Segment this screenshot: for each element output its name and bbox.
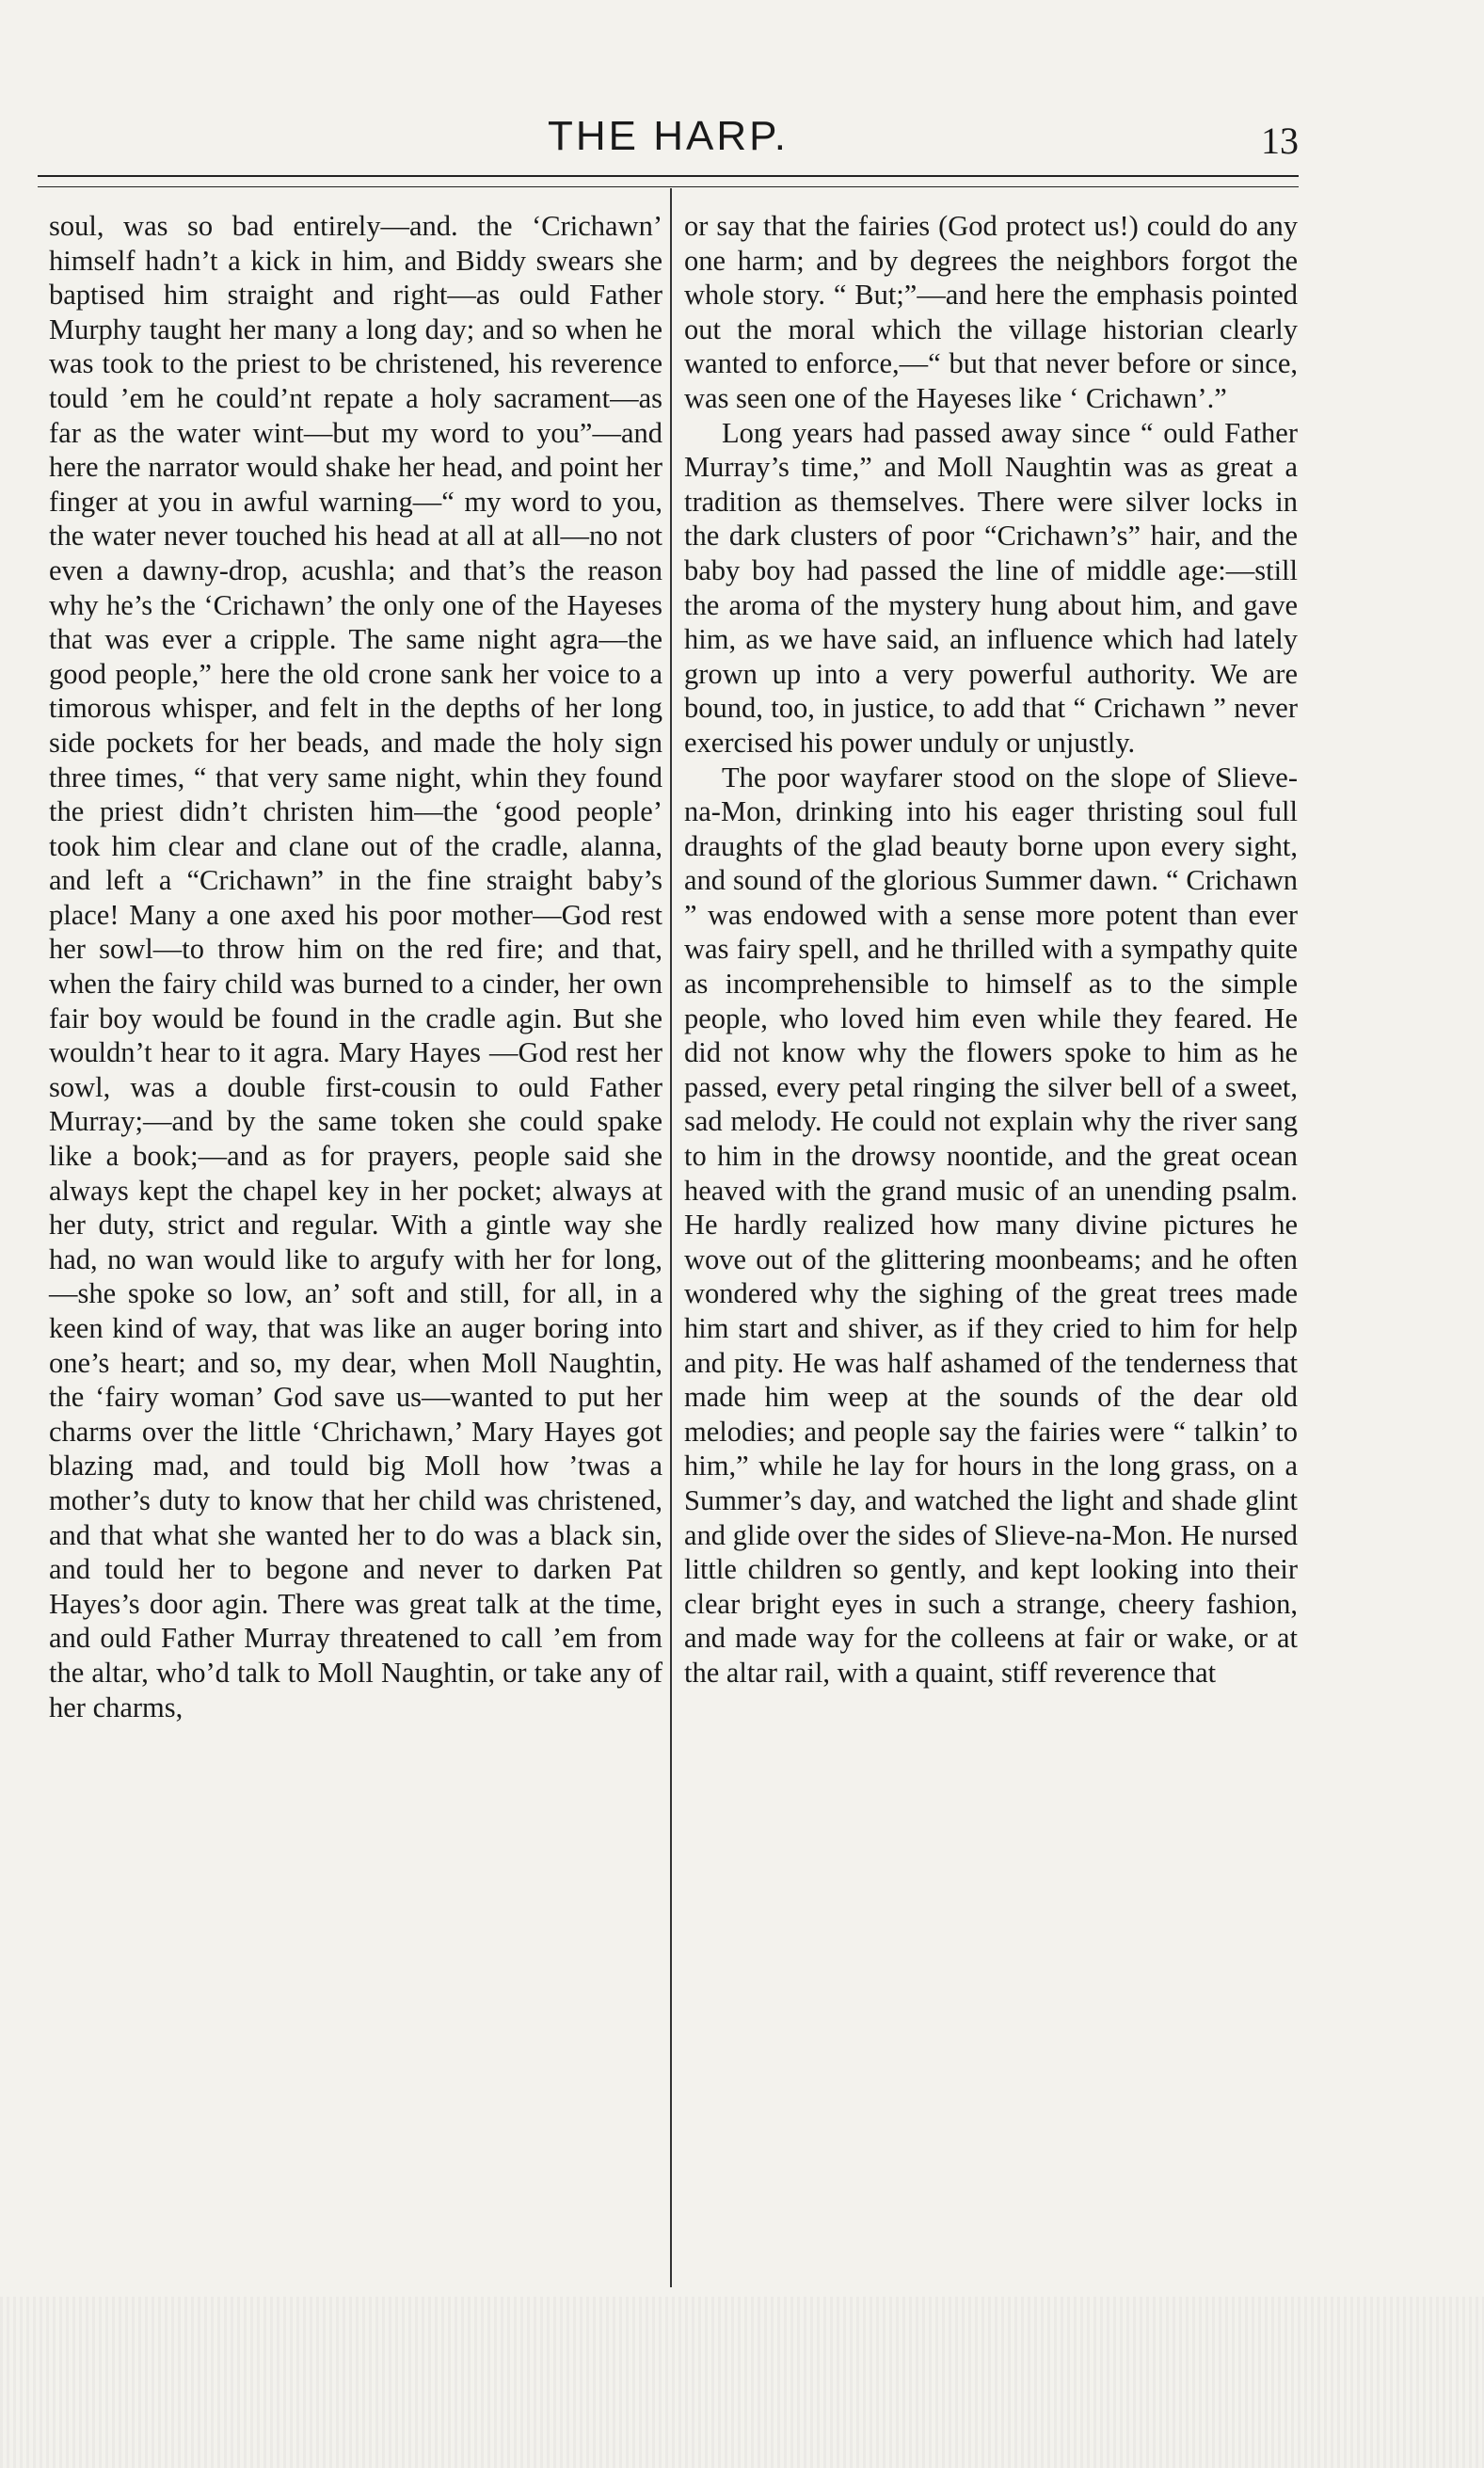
publication-title: THE HARP. bbox=[547, 113, 790, 159]
left-column bbox=[49, 209, 662, 1724]
paragraph: Long years had passed away since “ ould Father Murray’s time,” and Moll Naughtin was as great a tradition as themselves. There were silver locks in the dark clusters of poor “Crichawn’s” hair, and the baby boy had passed the line of middle age:—still the aroma of the mystery hung about him, and gave him, as we have said, an influence which had lately grown up into a very powerful authority. We are bound, too, in justice, to add that “ Crichawn ” never exercised his power unduly or unjustly. bbox=[684, 416, 1298, 759]
page-margin-noise bbox=[0, 2297, 1484, 2468]
paragraph: or say that the fairies (God protect us!) could do any one harm; and by degrees the neighbors forgot the whole story. “ But;”—and here the emphasis pointed out the moral which the village historian clearly wanted to enforce,—“ but that never before or since, was seen one of the Hayeses like ‘ Crichawn’.” bbox=[684, 210, 1298, 414]
paragraph: soul, was so bad entirely—and. the ‘Crichawn’ himself hadn’t a kick in him, and Biddy swears she baptised him straight and right—as ould Father Murphy taught her many a long day; and so when he was took to the priest to be christened, his reverence tould ’em he could’nt repate a holy sacrament—as far as the water wint—but my word to you”—and here the narrator would shake her head, and point her finger at you in awful warning—“ my word to you, the water never touched his head at all at all—no not even a dawny-drop, acushla; and that’s the reason why he’s the ‘Crichawn’ the only one of the Hayeses that was ever a cripple. The same night agra—the good people,” here the old crone sank her voice to a timorous whisper, and felt in the depths of her long side pockets for her beads, and made the holy sign three times, “ that very same night, whin they found the priest didn’t christen him—the ‘good people’ took him clear and clane out of the cradle, alanna, and left a “Crichawn” in the fine straight baby’s place! Many a one axed his poor mother—God rest her sowl—to throw him on the red fire; and that, when the fairy child was burned to a cinder, her own fair boy would be found in the cradle agin. But she wouldn’t hear to it agra. Mary Hayes —God rest her sowl, was a double first-cousin to ould Father Murray;—and by the same token she could spake like a book;—and as for prayers, people said she always kept the chapel key in her pocket; always at her duty, strict and regular. With a gintle way she had, no wan would like to argufy with her for long,—she spoke so low, an’ soft and still, for all, in a keen kind of way, that was like an auger boring into one’s heart; and so, my dear, when Moll Naughtin, the ‘fairy woman’ God save us—wanted to put her charms over the little ‘Chrichawn,’ Mary Hayes got blazing mad, and tould big Moll how ’twas a mother’s duty to know that her child was christened, and that what she wanted her to do was a black sin, and tould her to begone and never to darken Pat Hayes’s door agin. There was great talk at the time, and ould Father Murray threatened to call ’em from the altar, who’d talk to Moll Naughtin, or take any of her charms, bbox=[49, 210, 662, 1723]
paragraph: The poor wayfarer stood on the slope of Slieve-na-Mon, drinking into his eager thristing soul full draughts of the glad beauty borne upon every sight, and sound of the glorious Summer dawn. “ Crichawn ” was endowed with a sense more potent than ever was fairy spell, and he thrilled with a sympathy quite as incomprehensible to himself as to the simple people, who loved him even while they feared. He did not know why the flowers spoke to him as he passed, every petal ringing the silver bell of a sweet, sad melody. He could not explain why the river sang to him in the drowsy noontide, and the great ocean heaved with the grand music of an unending psalm. He hardly realized how many divine pictures he wove out of the glittering moonbeams; and he often wondered why the sighing of the great trees made him start and shiver, as if they cried to him for help and pity. He was half ashamed of the tenderness that made him weep at the sounds of the dear old melodies; and people say the fairies were “ talkin’ to him,” while he lay for hours in the long grass, on a Summer’s day, and watched the light and shade glint and glide over the sides of Slieve-na-Mon. He nursed little children so gently, and kept looking into their clear bright eyes in such a strange, cheery fashion, and made way for the colleens at fair or wake, or at the altar rail, with a quaint, stiff reverence that bbox=[684, 761, 1298, 1689]
page-header bbox=[38, 113, 1299, 169]
header-rule-thin bbox=[38, 186, 1299, 187]
header-rule bbox=[38, 175, 1299, 177]
column-divider bbox=[670, 188, 672, 2287]
right-column bbox=[684, 209, 1298, 1691]
page-number: 13 bbox=[1261, 120, 1299, 162]
